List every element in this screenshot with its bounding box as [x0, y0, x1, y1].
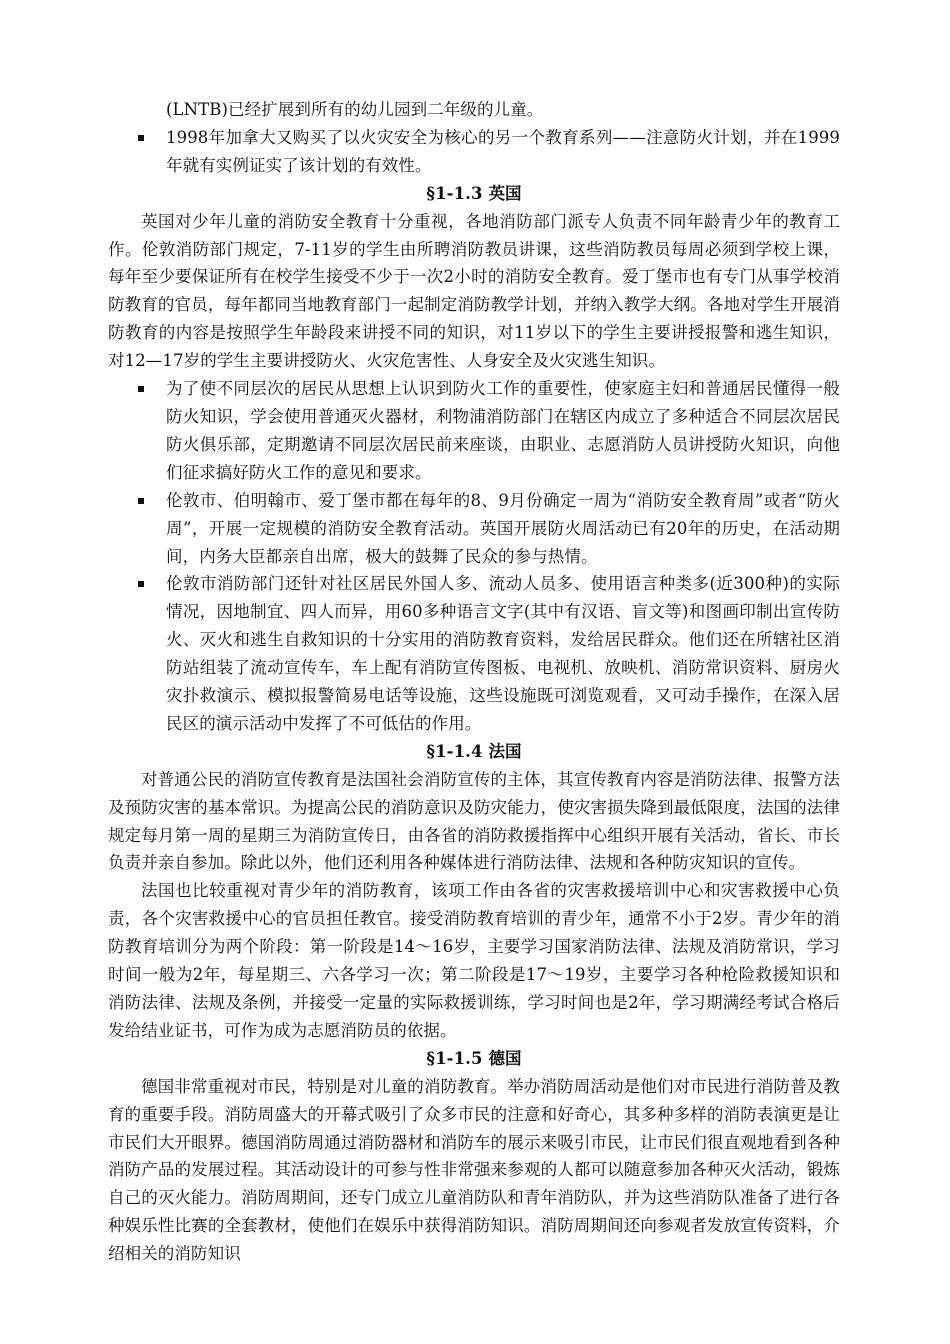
square-bullet-icon: [138, 386, 144, 392]
list-item-text: 伦敦市、伯明翰市、爱丁堡市都在每年的8、9月份确定一周为“消防安全教育周”或者“防火周”，开展一定规模的消防安全教育活动。英国开展防火周活动已有20年的历史，在活动期间，内务大臣都亲自出席，极大的鼓舞了民众的参与热情。: [166, 490, 840, 566]
square-bullet-icon: [138, 135, 144, 141]
list-item: [108, 375, 840, 487]
section-heading-germany: §1-1.5 德国: [426, 1048, 522, 1068]
section-heading-uk: §1-1.3 英国: [426, 183, 522, 203]
list-item: [108, 124, 840, 180]
list-item-text: 1998年加拿大又购买了以火灾安全为核心的另一个教育系列——注意防火计划，并在1999年就有实例证实了该计划的有效性。: [166, 127, 840, 175]
france-paragraph: 对普通公民的消防宣传教育是法国社会消防宣传的主体，其宣传教育内容是消防法律、报警方法及预防灾害的基本常识。为提高公民的消防意识及防灾能力，使灾害损失降到最低限度，法国的法律规定每月第一周的星期三为消防宣传日，由各省的消防救援指挥中心组织开展有关活动，省长、市长负责并亲自参加。除此以外，他们还利用各种媒体进行消防法律、法规和各种防灾知识的宣传。: [108, 769, 840, 873]
germany-paragraph: 德国非常重视对市民，特别是对儿童的消防教育。举办消防周活动是他们对市民进行消防普及教育的重要手段。消防周盛大的开幕式吸引了众多市民的注意和好奇心，其多种多样的消防表演更是让市民们大开眼界。德国消防周通过消防器材和消防车的展示来吸引市民，让市民们很直观地看到各种消防产品的发展过程。其活动设计的可参与性非常强来参观的人都可以随意参加各种灭火活动，锻炼自己的灭火能力。消防周期间，还专门成立儿童消防队和青年消防队，并为这些消防队准备了进行各种娱乐性比赛的全套教材，使他们在娱乐中获得消防知识。消防周期间还向参观者发放宣传资料，介绍相关的消防知识: [108, 1076, 840, 1264]
list-item-text: 伦敦市消防部门还针对社区居民外国人多、流动人员多、使用语言种类多(近300种)的实际情况，因地制宜、四人而异，用60多种语言文字(其中有汉语、盲文等)和图画印制出宣传防火、灭火和逃生自救知识的十分实用的消防教育资料，发给居民群众。他们还在所辖社区消防站组装了流动宣传车，车上配有消防宣传图板、电视机、放映机、消防常识资料、厨房火灾扑救演示、模拟报警简易电话等设施，这些设施既可浏览观看，又可动手操作，在深入居民区的演示活动中发挥了不可低估的作用。: [166, 574, 840, 733]
document-body: [108, 96, 840, 1268]
square-bullet-icon: [138, 498, 144, 504]
list-item-text: 为了使不同层次的居民从思想上认识到防火工作的重要性，使家庭主妇和普通居民懂得一般防火知识，学会使用普通灭火器材，利物浦消防部门在辖区内成立了多种适合不同层次居民防火俱乐部，定期邀请不同层次居民前来座谈，由职业、志愿消防人员讲授防火知识，向他们征求搞好防火工作的意见和要求。: [166, 379, 840, 482]
list-item: [108, 570, 840, 737]
uk-bullet-list: [108, 375, 840, 738]
canada-bullet-list: [108, 124, 840, 180]
section-heading-france: §1-1.4 法国: [426, 741, 522, 761]
list-item: [108, 487, 840, 571]
canada-tail-text: (LNTB)已经扩展到所有的幼儿园到二年级的儿童。: [166, 100, 544, 119]
uk-paragraph: 英国对少年儿童的消防安全教育十分重视，各地消防部门派专人负责不同年龄青少年的教育工作。伦敦消防部门规定，7-11岁的学生由所聘消防教员讲课，这些消防教员每周必须到学校上课，每年至少要保证所有在校学生接受不少于一次2小时的消防安全教育。爱丁堡市也有专门从事学校消防教育的官员，每年都同当地教育部门一起制定消防教学计划，并纳入教学大纲。各地对学生开展消防教育的内容是按照学生年龄段来讲授不同的知识，对11岁以下的学生主要讲授报警和逃生知识，对12—17岁的学生主要讲授防火、火灾危害性、人身安全及火灾逃生知识。: [108, 211, 840, 371]
square-bullet-icon: [138, 581, 144, 587]
france-paragraph: 法国也比较重视对青少年的消防教育，该项工作由各省的灾害救援培训中心和灾害救援中心负责，各个灾害救援中心的官员担任教官。接受消防教育培训的青少年，通常不小于2岁。青少年的消防教育培训分为两个阶段：第一阶段是14～16岁，主要学习国家消防法律、法规及消防常识，学习时间一般为2年，每星期三、六各学习一次；第二阶段是17～19岁，主要学习各种枪险救援知识和消防法律、法规及条例，并接受一定量的实际救援训练，学习时间也是2年，学习期满经考试合格后发给结业证书，可作为成为志愿消防员的依据。: [108, 881, 840, 1040]
